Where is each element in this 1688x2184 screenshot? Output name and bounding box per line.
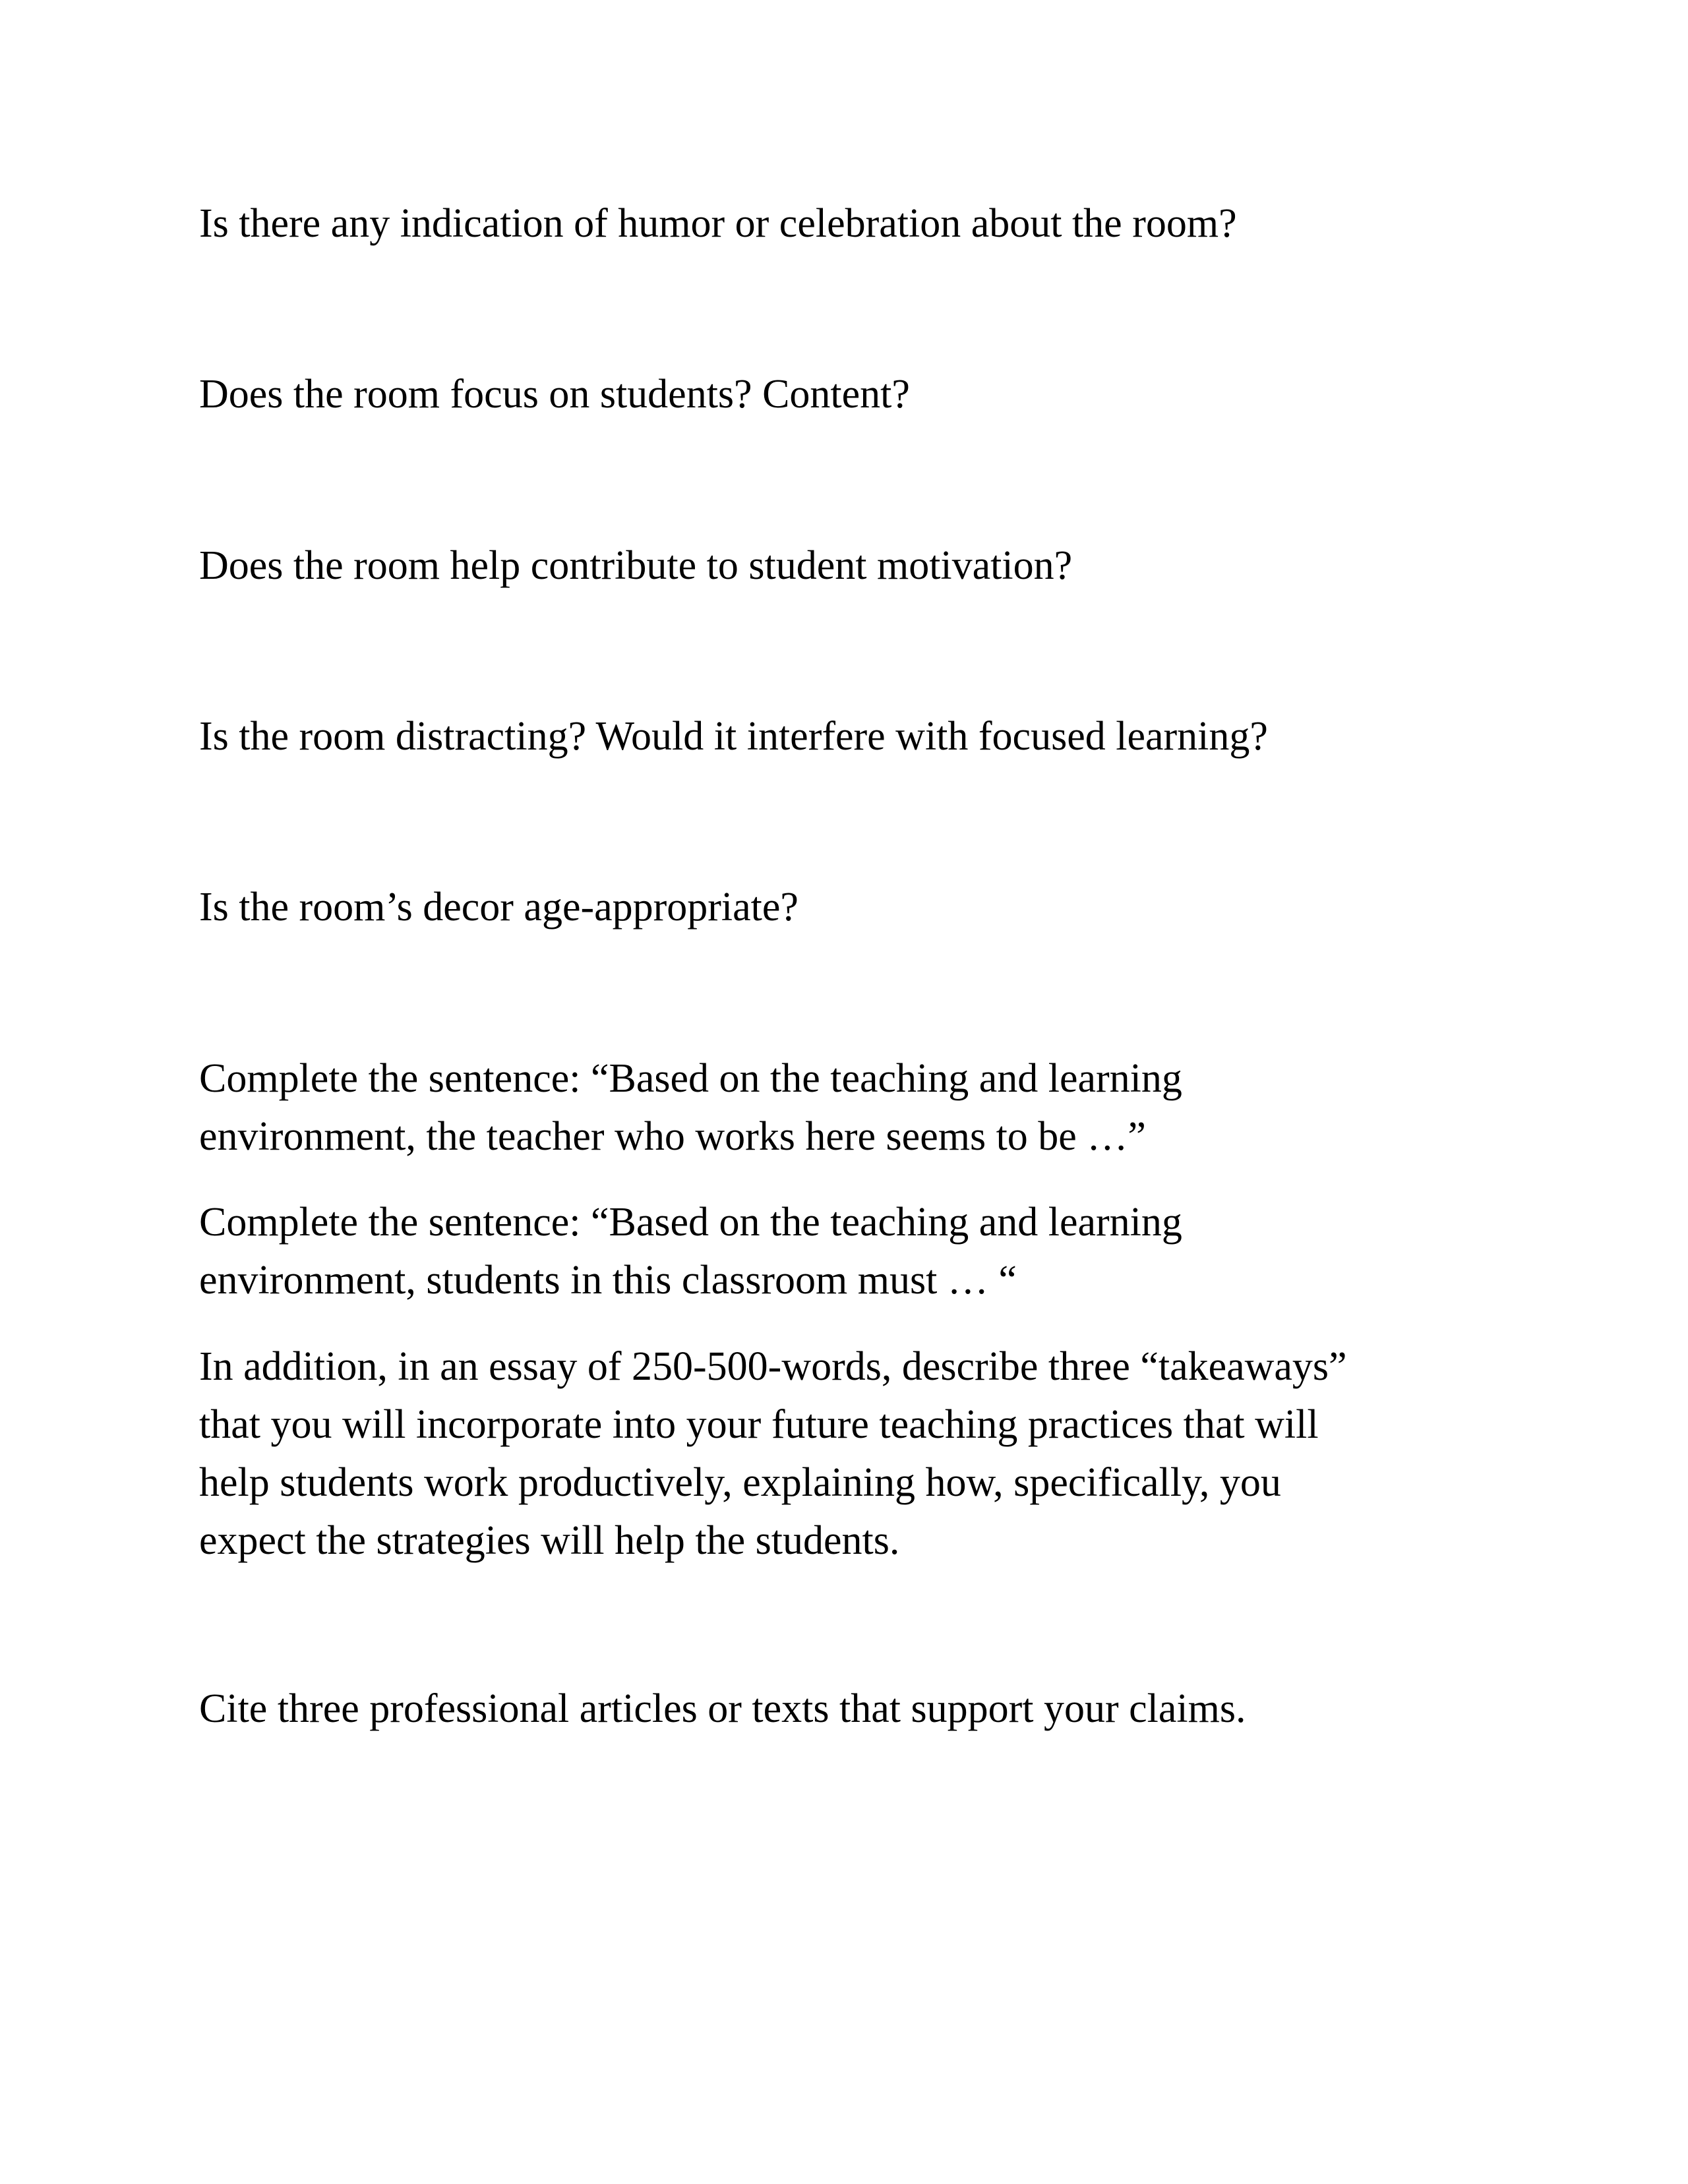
text-line: Does the room focus on students? Content?	[199, 372, 910, 417]
question-age-appropriate	[199, 878, 799, 936]
text-line: In addition, in an essay of 250-500-words, describe three “takeaways”	[199, 1344, 1347, 1389]
question-student-motivation	[199, 537, 1072, 595]
citation-instructions	[199, 1680, 1246, 1738]
text-line: that you will incorporate into your future teaching practices that will	[199, 1402, 1319, 1447]
prompt-teacher-sentence	[199, 1049, 1182, 1166]
question-room-focus	[199, 365, 910, 423]
text-line: expect the strategies will help the students.	[199, 1518, 900, 1563]
text-line: Cite three professional articles or texts that support your claims.	[199, 1686, 1246, 1731]
text-line: help students work productively, explaining how, specifically, you	[199, 1460, 1281, 1505]
text-line: Is the room distracting? Would it interfere with focused learning?	[199, 714, 1268, 759]
text-line: Is the room’s decor age-appropriate?	[199, 885, 799, 930]
question-distracting	[199, 707, 1268, 765]
prompt-students-sentence	[199, 1193, 1182, 1309]
question-humor-celebration	[199, 194, 1237, 252]
text-line: Complete the sentence: “Based on the teaching and learning	[199, 1200, 1182, 1245]
text-line: Does the room help contribute to student motivation?	[199, 543, 1073, 588]
text-line: Is there any indication of humor or celebration about the room?	[199, 201, 1237, 246]
text-line: Complete the sentence: “Based on the teaching and learning	[199, 1056, 1182, 1101]
essay-instructions	[199, 1338, 1347, 1570]
text-line: environment, students in this classroom must … “	[199, 1258, 1017, 1303]
text-line: environment, the teacher who works here seems to be …”	[199, 1114, 1146, 1159]
